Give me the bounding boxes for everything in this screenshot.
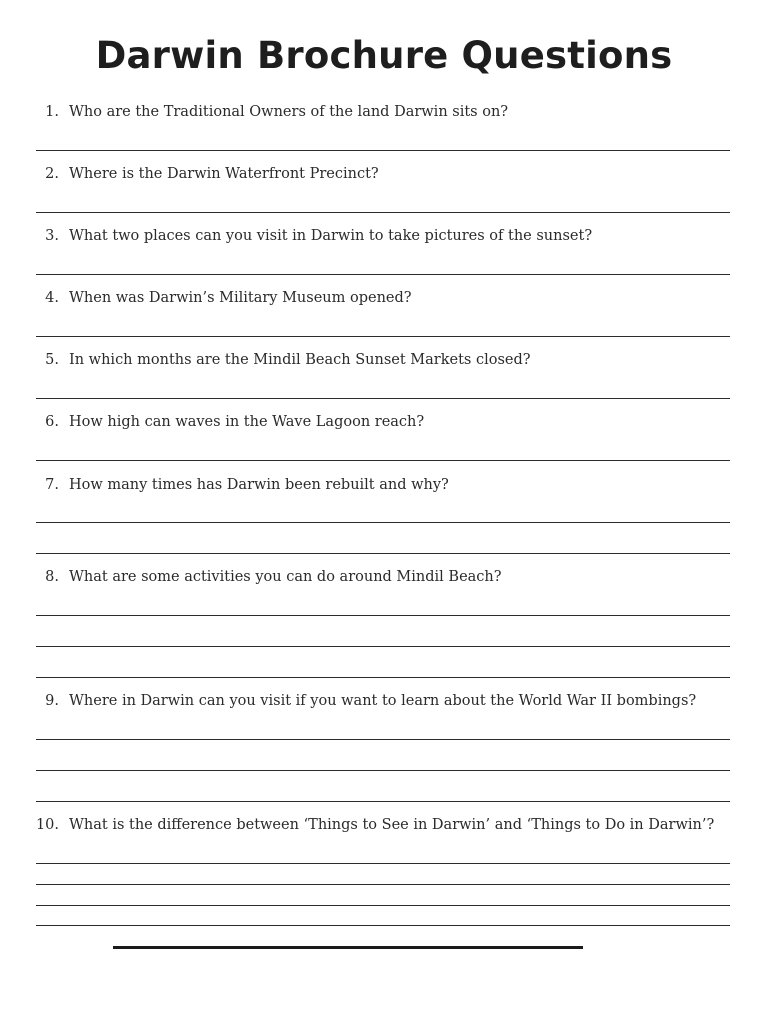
answer-line[interactable] — [36, 863, 730, 864]
question-number: 2. — [45, 166, 59, 182]
answer-line[interactable] — [36, 615, 730, 616]
answer-line[interactable] — [36, 677, 730, 678]
answer-line[interactable] — [36, 274, 730, 275]
question-text: Where in Darwin can you visit if you want to learn about the World War II bombings? — [69, 693, 697, 709]
answer-line[interactable] — [36, 770, 730, 771]
answer-line[interactable] — [36, 905, 730, 906]
question-number: 8. — [45, 569, 59, 585]
question-number: 1. — [45, 104, 59, 120]
answer-line[interactable] — [36, 553, 730, 554]
question-number: 7. — [45, 477, 59, 493]
question-text: When was Darwin’s Military Museum opened? — [69, 290, 412, 306]
question-text: Where is the Darwin Waterfront Precinct? — [69, 166, 379, 182]
answer-line[interactable] — [36, 398, 730, 399]
question-number: 4. — [45, 290, 59, 306]
answer-line[interactable] — [36, 884, 730, 885]
question-text: What two places can you visit in Darwin to take pictures of the sunset? — [69, 228, 593, 244]
footer-rule — [113, 946, 583, 949]
question-number: 3. — [45, 228, 59, 244]
answer-line[interactable] — [36, 522, 730, 523]
answer-line[interactable] — [36, 739, 730, 740]
answer-line[interactable] — [36, 925, 730, 926]
answer-line[interactable] — [36, 646, 730, 647]
question-text: What are some activities you can do around Mindil Beach? — [69, 569, 502, 585]
question-text: Who are the Traditional Owners of the land Darwin sits on? — [69, 104, 509, 120]
question-text: What is the difference between ‘Things to See in Darwin’ and ‘Things to Do in Darwin’? — [69, 817, 715, 833]
page-title: Darwin Brochure Questions — [95, 34, 673, 77]
answer-line[interactable] — [36, 460, 730, 461]
question-text: How many times has Darwin been rebuilt and why? — [69, 477, 449, 493]
question-number: 9. — [45, 693, 59, 709]
answer-line[interactable] — [36, 212, 730, 213]
answer-line[interactable] — [36, 336, 730, 337]
question-number: 10. — [35, 817, 59, 833]
answer-line[interactable] — [36, 801, 730, 802]
question-number: 5. — [45, 352, 59, 368]
question-number: 6. — [45, 414, 59, 430]
question-text: In which months are the Mindil Beach Sunset Markets closed? — [69, 352, 531, 368]
answer-line[interactable] — [36, 150, 730, 151]
question-text: How high can waves in the Wave Lagoon reach? — [69, 414, 425, 430]
